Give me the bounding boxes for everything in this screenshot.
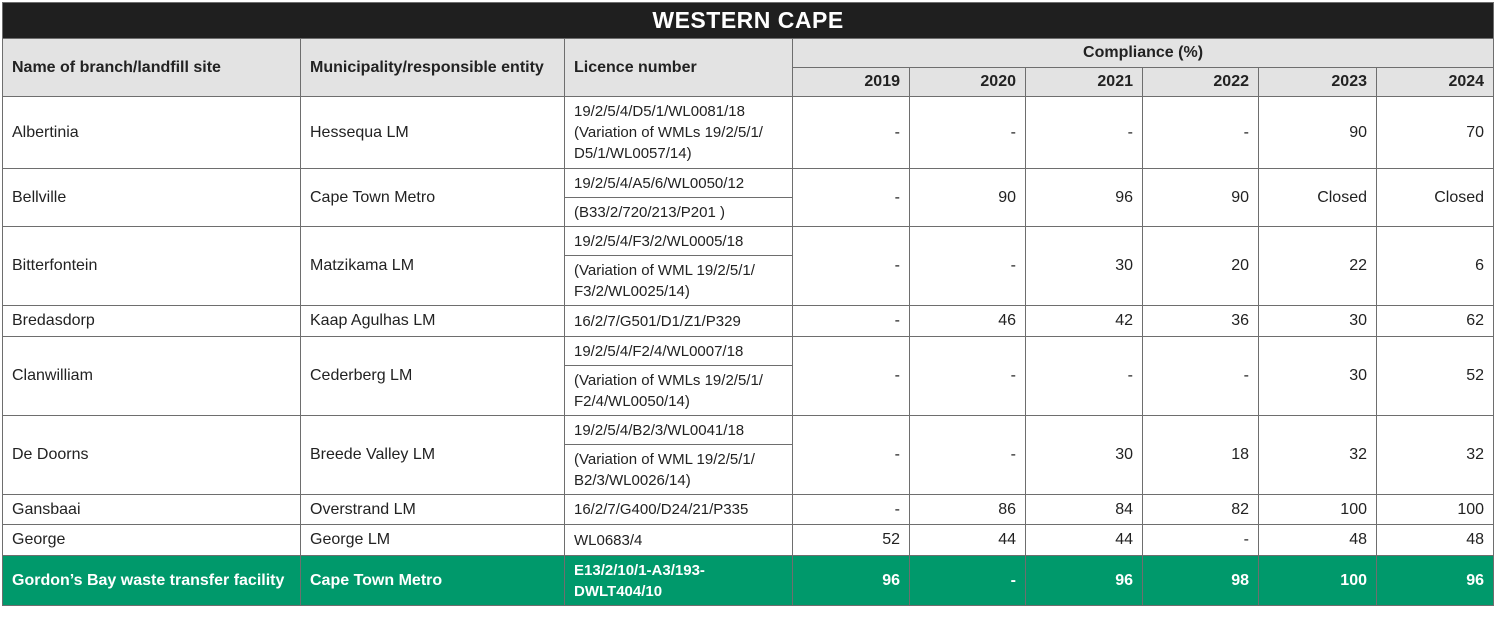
cell-value: - [1026, 97, 1143, 169]
cell-value: 100 [1259, 495, 1377, 525]
cell-value: 48 [1377, 525, 1494, 556]
cell-site: Bellville [3, 169, 301, 227]
header-year: 2024 [1377, 68, 1494, 97]
header-licence: Licence number [565, 39, 793, 97]
cell-site: Bitterfontein [3, 227, 301, 306]
cell-licence: 16/2/7/G400/D24/21/P335 [565, 495, 793, 525]
cell-site: Bredasdorp [3, 306, 301, 337]
cell-municipality: Hessequa LM [301, 97, 565, 169]
cell-value: 100 [1377, 495, 1494, 525]
cell-municipality: Breede Valley LM [301, 416, 565, 495]
header-year: 2022 [1143, 68, 1259, 97]
cell-value: - [910, 556, 1026, 606]
cell-value: 44 [1026, 525, 1143, 556]
header-year: 2023 [1259, 68, 1377, 97]
cell-value: 98 [1143, 556, 1259, 606]
cell-value: 30 [1259, 306, 1377, 337]
cell-value: 42 [1026, 306, 1143, 337]
cell-municipality: Cape Town Metro [301, 169, 565, 227]
cell-value: 52 [793, 525, 910, 556]
cell-value: - [1143, 525, 1259, 556]
cell-value: - [910, 416, 1026, 495]
header-compliance: Compliance (%) [793, 39, 1494, 68]
header-year: 2019 [793, 68, 910, 97]
cell-licence: (B33/2/720/213/P201 ) [565, 198, 793, 227]
cell-value: 6 [1377, 227, 1494, 306]
cell-value: 86 [910, 495, 1026, 525]
cell-value: 96 [1026, 169, 1143, 227]
cell-value: 96 [1377, 556, 1494, 606]
cell-municipality: George LM [301, 525, 565, 556]
cell-site: George [3, 525, 301, 556]
header-site: Name of branch/landfill site [3, 39, 301, 97]
cell-value: 18 [1143, 416, 1259, 495]
cell-value: 82 [1143, 495, 1259, 525]
cell-site: De Doorns [3, 416, 301, 495]
cell-licence: 16/2/7/G501/D1/Z1/P329 [565, 306, 793, 337]
cell-site: Gansbaai [3, 495, 301, 525]
cell-value: Closed [1259, 169, 1377, 227]
cell-municipality: Overstrand LM [301, 495, 565, 525]
cell-value: Closed [1377, 169, 1494, 227]
cell-value: - [793, 306, 910, 337]
compliance-table [2, 2, 1494, 606]
cell-value: 32 [1259, 416, 1377, 495]
cell-site: Clanwilliam [3, 337, 301, 416]
cell-value: 32 [1377, 416, 1494, 495]
cell-licence: 19/2/5/4/D5/1/WL0081/18 (Variation of WMLs 19/2/5/1/ D5/1/WL0057/14) [565, 97, 793, 169]
cell-value: - [910, 337, 1026, 416]
cell-municipality: Cape Town Metro [301, 556, 565, 606]
cell-value: - [793, 227, 910, 306]
cell-value: 52 [1377, 337, 1494, 416]
cell-value: - [793, 416, 910, 495]
cell-licence: (Variation of WML 19/2/5/1/ B2/3/WL0026/14) [565, 445, 793, 495]
cell-value: 70 [1377, 97, 1494, 169]
cell-value: 44 [910, 525, 1026, 556]
cell-municipality: Matzikama LM [301, 227, 565, 306]
compliance-table-wrapper [2, 2, 1493, 606]
cell-value: - [793, 495, 910, 525]
cell-value: 84 [1026, 495, 1143, 525]
cell-value: - [793, 97, 910, 169]
cell-value: - [910, 97, 1026, 169]
cell-value: 22 [1259, 227, 1377, 306]
cell-value: 20 [1143, 227, 1259, 306]
cell-value: 30 [1026, 227, 1143, 306]
cell-value: 46 [910, 306, 1026, 337]
cell-licence: 19/2/5/4/B2/3/WL0041/18 [565, 416, 793, 445]
cell-municipality: Cederberg LM [301, 337, 565, 416]
table-title: WESTERN CAPE [3, 3, 1494, 39]
header-year: 2020 [910, 68, 1026, 97]
cell-value: 48 [1259, 525, 1377, 556]
cell-value: - [1026, 337, 1143, 416]
cell-value: 100 [1259, 556, 1377, 606]
cell-value: - [793, 337, 910, 416]
cell-value: - [910, 227, 1026, 306]
cell-site: Gordon’s Bay waste transfer facility [3, 556, 301, 606]
cell-licence: E13/2/10/1-A3/193- DWLT404/10 [565, 556, 793, 606]
cell-municipality: Kaap Agulhas LM [301, 306, 565, 337]
cell-site: Albertinia [3, 97, 301, 169]
cell-value: 36 [1143, 306, 1259, 337]
cell-value: 90 [1143, 169, 1259, 227]
cell-value: 30 [1259, 337, 1377, 416]
header-municipality: Municipality/responsible entity [301, 39, 565, 97]
cell-licence: 19/2/5/4/F3/2/WL0005/18 [565, 227, 793, 256]
cell-value: 62 [1377, 306, 1494, 337]
cell-value: 30 [1026, 416, 1143, 495]
cell-licence: (Variation of WML 19/2/5/1/ F3/2/WL0025/14) [565, 256, 793, 306]
cell-licence: 19/2/5/4/F2/4/WL0007/18 [565, 337, 793, 366]
cell-licence: 19/2/5/4/A5/6/WL0050/12 [565, 169, 793, 198]
cell-value: 96 [1026, 556, 1143, 606]
cell-value: 90 [910, 169, 1026, 227]
cell-value: - [793, 169, 910, 227]
cell-value: 96 [793, 556, 910, 606]
header-year: 2021 [1026, 68, 1143, 97]
cell-value: - [1143, 97, 1259, 169]
cell-value: - [1143, 337, 1259, 416]
cell-licence: WL0683/4 [565, 525, 793, 556]
cell-value: 90 [1259, 97, 1377, 169]
cell-licence: (Variation of WMLs 19/2/5/1/ F2/4/WL0050/14) [565, 366, 793, 416]
